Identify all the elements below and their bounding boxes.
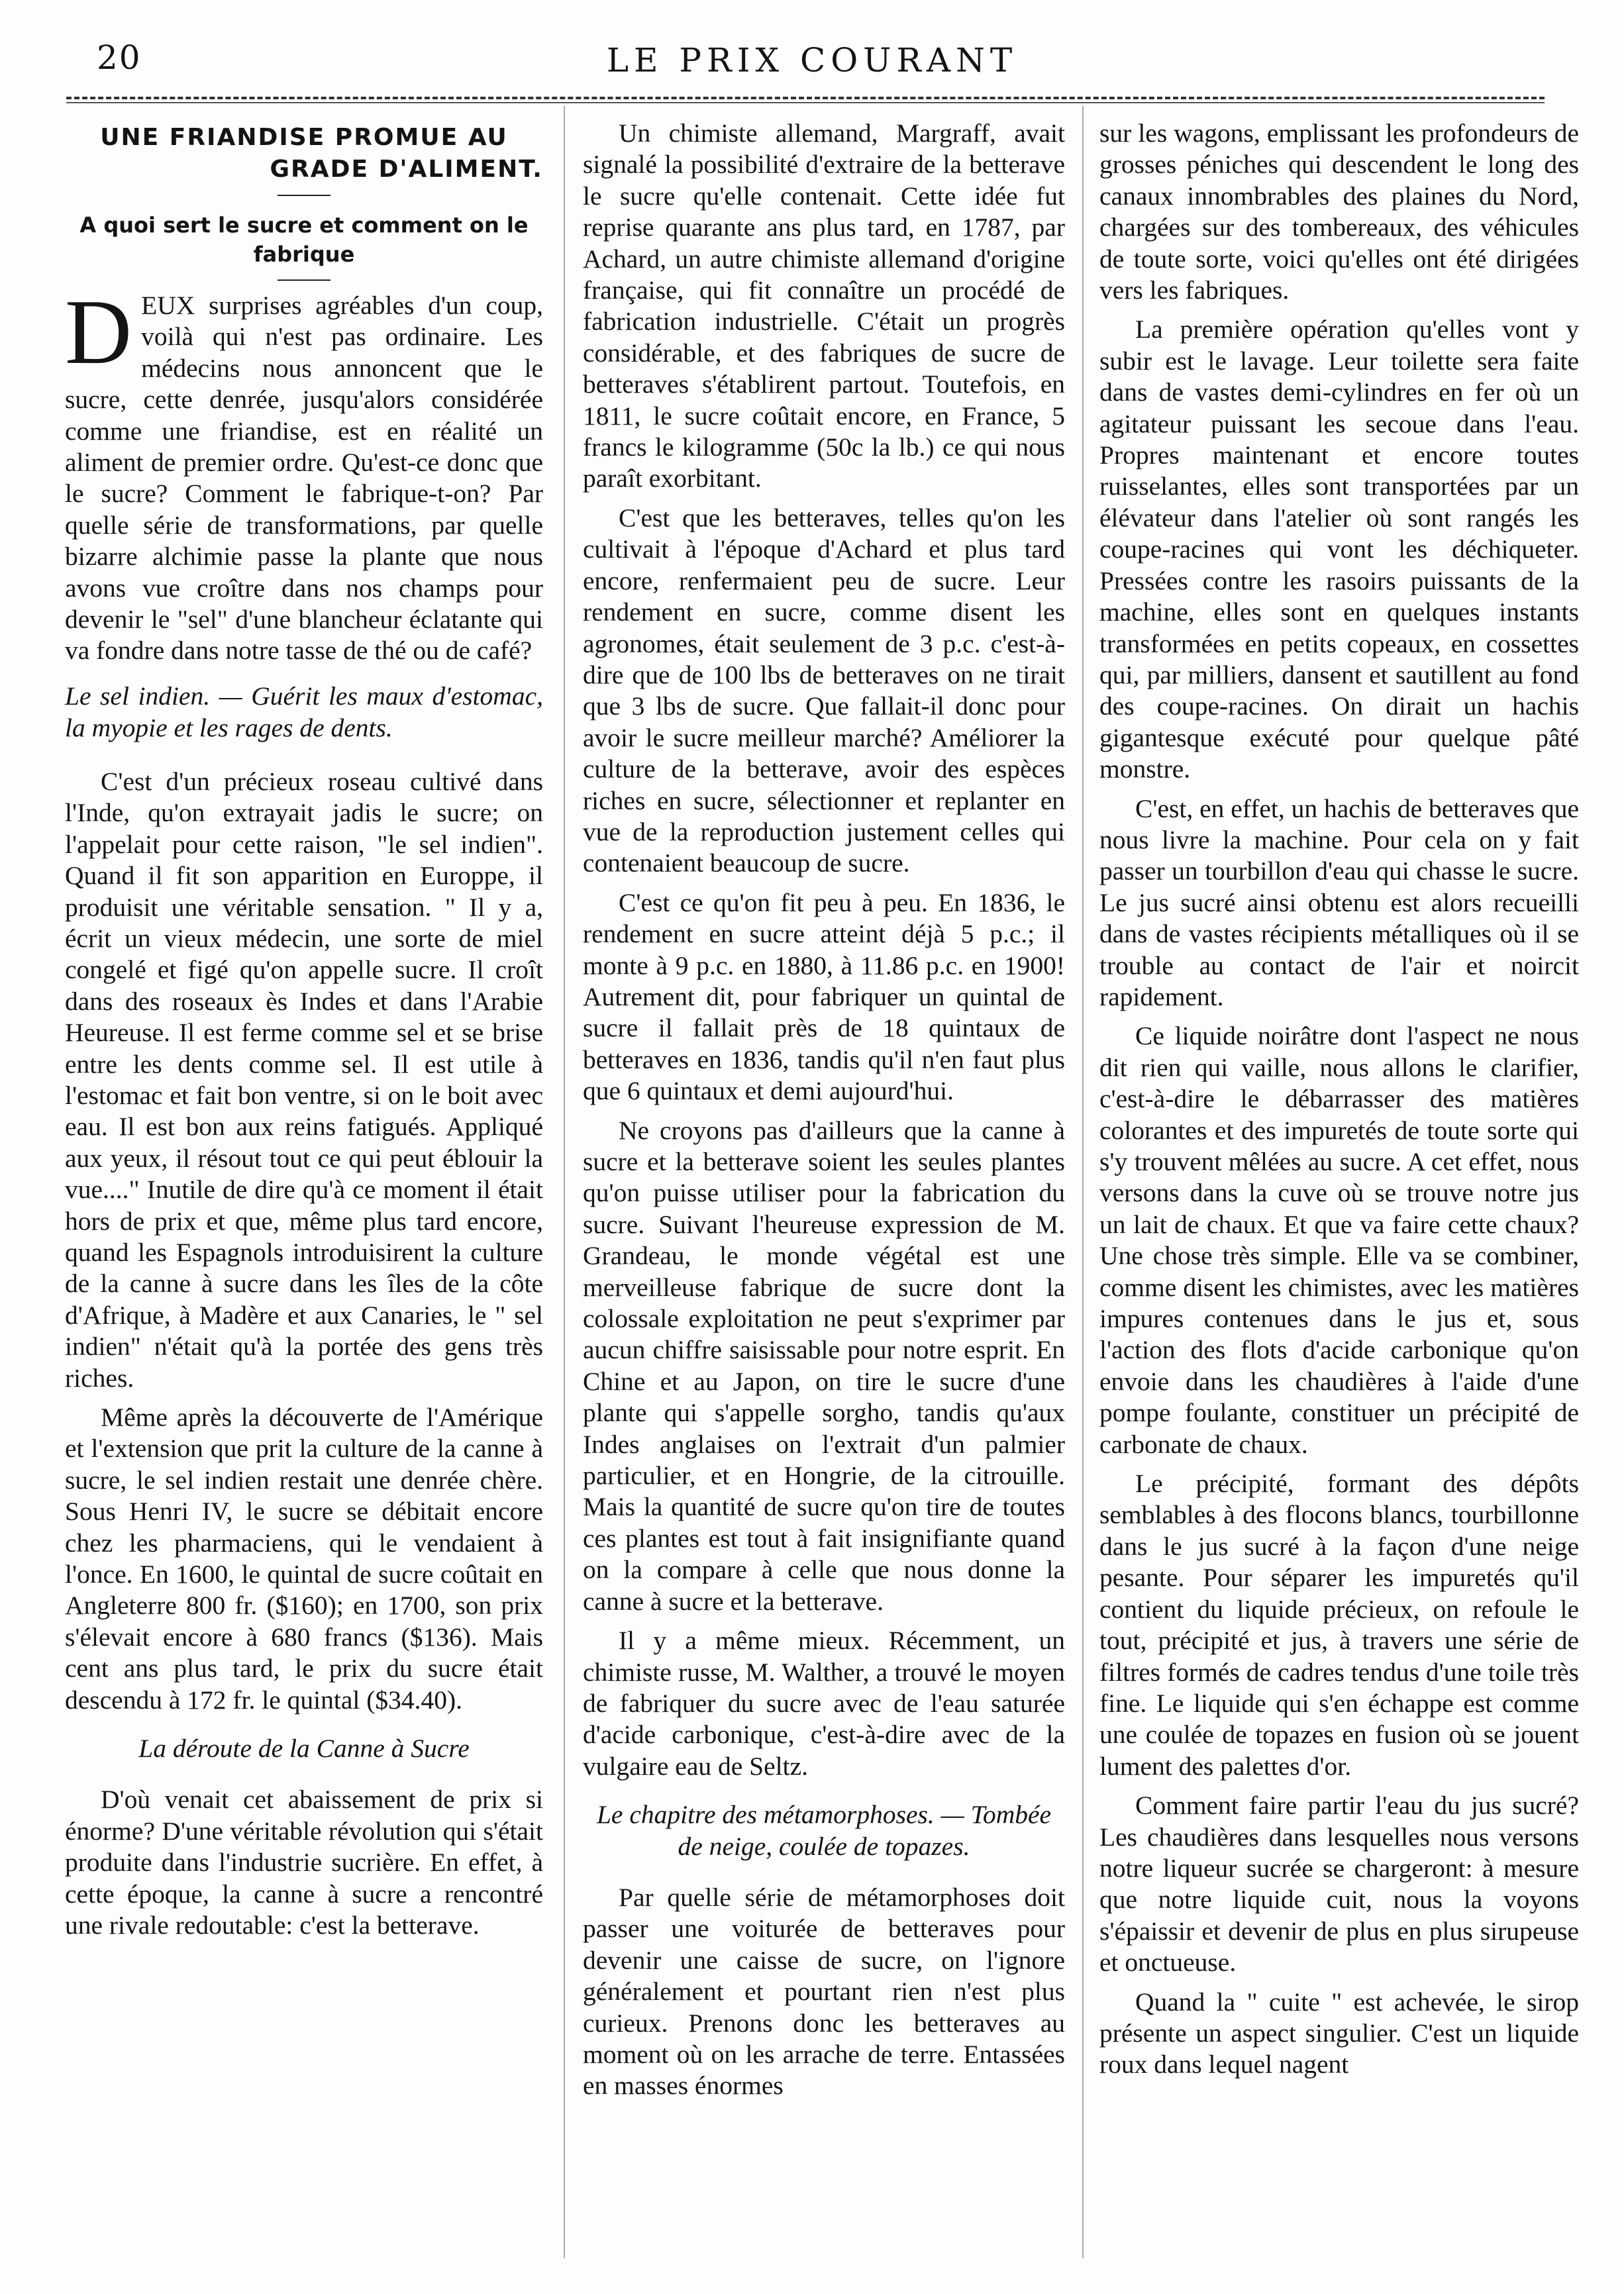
paragraph: Par quelle série de métamorphoses doit passer une voiturée de betteraves pour devenir une caisse de sucre, on l'ignore généralement et pourtant rien n'est plus curieux. Prenons donc les betteraves au moment où on les arrache de terre. Entassées en masses énormes	[583, 1882, 1065, 2101]
article-deck: A quoi sert le sucre et comment on le fabrique	[79, 213, 529, 267]
journal-title: LE PRIX COURANT	[606, 41, 1018, 79]
paragraph: Il y a même mieux. Récemment, un chimiste russe, M. Walther, a trouvé le moyen de fabriquer du sucre avec de l'eau saturée d'acide carbonique, c'est-à-dire avec de la vulgaire eau de Seltz.	[583, 1626, 1065, 1781]
column-2	[583, 118, 1065, 2110]
paragraph: sur les wagons, emplissant les profondeurs de grosses péniches qui descendent le long des canaux innombrables des plaines du Nord, chargées sur des tombereaux, des véhicules de toute sorte, voici qu'elles ont été dirigées vers les fabriques.	[1099, 119, 1579, 305]
column-separator	[1082, 106, 1084, 2258]
header-dashed-rule	[66, 97, 1545, 99]
paragraph: D'où venait cet abaissement de prix si énorme? D'une véritable révolution qui s'était produite dans l'industrie sucrière. En effet, à cette époque, la canne à sucre a rencontré une rivale redoutable: c'est la betterave.	[65, 1785, 543, 1940]
article-headline	[65, 122, 543, 185]
divider	[278, 279, 330, 281]
section-subhead: La déroute de la Canne à Sucre	[138, 1734, 470, 1764]
section-subhead: Le sel indien. — Guérit les maux d'estomac, la myopie et les rages de dents.	[65, 681, 543, 742]
headline-line-1: UNE FRIANDISE PROMUE AU	[100, 124, 508, 151]
paragraph: C'est ce qu'on fit peu à peu. En 1836, le rendement en sucre atteint déjà 5 p.c.; il monte à 9 p.c. en 1880, à 11.86 p.c. en 1900! Autrement dit, pour fabriquer un quintal de sucre il fallait près de 18 quintaux de betteraves en 1836, tandis qu'il n'en faut plus que 6 quintaux et demi aujourd'hui.	[583, 887, 1065, 1106]
paragraph: Ce liquide noirâtre dont l'aspect ne nous dit rien qui vaille, nous allons le clarifier, c'est-à-dire le débarrasser des matières colorantes et des impuretés de toute sorte qui s'y trouvent mêlées au sucre. A cet effet, nous versons dans la cuve où se trouve notre jus un lait de chaux. Et que va faire cette chaux? Une chose très simple. Elle va se combiner, comme disent les chimistes, avec les matières impures contenues dans le jus et, sous l'action des flots d'acide carbonique qu'on envoie dans les chaudières à l'aide d'une pompe foulante, constituer un précipité de carbonate de chaux.	[1099, 1021, 1579, 1459]
paragraph: C'est d'un précieux roseau cultivé dans l'Inde, qu'on extrayait jadis le sucre; on l'appelait pour cette raison, "le sel indien". Quand il fit son apparition en Europpe, il produisit une véritable sensation. " Il y a, écrit un vieux médecin, une sorte de miel congelé et figé qu'on appelle sucre. Il croît dans des roseaux ès Indes et dans l'Arabie Heureuse. Il est ferme comme sel et se brise entre les dents comme sel. Il est utile à l'estomac et fait bon ventre, si on le boit avec eau. Il est bon aux reins fatigués. Appliqué aux yeux, il résout tout ce qui peut éblouir la vue...." Inutile de dire qu'à ce moment il était hors de prix et que, même plus tard encore, quand les Espagnols introduisirent la culture de la canne à sucre dans les îles de la côte d'Afrique, à Madère et aux Canaries, le " sel indien" n'était qu'à la portée des gens très riches.	[65, 766, 543, 1393]
header-rule	[66, 102, 1545, 103]
divider	[278, 195, 330, 196]
paragraph: C'est que les betteraves, telles qu'on les cultivait à l'époque d'Achard et plus tard encore, renfermaient peu de sucre. Leur rendement en sucre, comme disent les agronomes, était seulement de 3 p.c. c'est-à-dire que de 100 lbs de betteraves on ne tirait que 3 lbs de sucre. Que fallait-il donc pour avoir le sucre meilleur marché? Améliorer la culture de la betterave, avoir des espèces riches en sucre, sélectionner et replanter en vue de la reproduction justement celles qui contenaient beaucoup de sucre.	[583, 503, 1065, 878]
paragraph: C'est, en effet, un hachis de betteraves que nous livre la machine. Pour cela on y fait passer un tourbillon d'eau qui chasse le sucre. Le jus sucré ainsi obtenu est alors recueilli dans de vastes récipients métalliques où il se trouble au contact de l'air et noircit rapidement.	[1099, 793, 1579, 1011]
paragraph: Même après la découverte de l'Amérique et l'extension que prit la culture de la canne à sucre, le sel indien restait une denrée chère. Sous Henri IV, le sucre se débitait encore chez les pharmaciens, qui le vendaient à l'once. En 1600, le quintal de sucre coûtait en Angleterre 800 fr. ($160); en 1700, son prix s'élevait encore à 680 francs ($136). Mais cent ans plus tard, le prix du sucre était descendu à 172 fr. le quintal ($34.40).	[65, 1403, 543, 1715]
headline-line-2: GRADE D'ALIMENT.	[270, 156, 543, 183]
paragraph: Comment faire partir l'eau du jus sucré? Les chaudières dans lesquelles nous versons notre liqueur sucrée se chargeront: à mesure que notre liquide cuit, nous la voyons s'épaissir et devenir de plus en plus sirupeuse et onctueuse.	[1099, 1791, 1579, 1977]
section-subhead: Le chapitre des métamorphoses. — Tombée de neige, coulée de topazes.	[596, 1800, 1052, 1861]
column-separator	[564, 106, 565, 2258]
paragraph	[65, 281, 543, 667]
paragraph: Quand la " cuite " est achevée, le sirop présente un aspect singulier. C'est un liquide roux dans lequel nagent	[1099, 1987, 1579, 2079]
page-header	[0, 0, 1624, 86]
column-3	[1099, 118, 1579, 2089]
paragraph: Un chimiste allemand, Margraff, avait signalé la possibilité d'extraire de la betterave le sucre qu'elle contenait. Cette idée fut reprise quarante ans plus tard, en 1787, par Achard, un autre chimiste allemand d'origine française, qui fit connaître un procédé de fabrication industrielle. C'était un progrès considérable, et des fabriques de sucre de betteraves s'établirent partout. Toutefois, en 1811, le sucre coûtait encore, en France, 5 francs le kilogramme (50c la lb.) ce qui nous paraît exorbitant.	[583, 119, 1065, 493]
paragraph: La première opération qu'elles vont y subir est le lavage. Leur toilette sera faite dans de vastes demi-cylindres en fer où un agitateur puissant les secoue dans l'eau. Propres maintenant et encore toutes ruisselantes, elles sont transportées par un élévateur dans l'atelier où sont rangés les coupe-racines qui vont les déchiqueter. Pressées contre les rasoirs puissants de la machine, elles sont en quelques instants transformées en petits copeaux, en cossettes qui, par milliers, dansent et sautillent au fond des coupe-racines. On dirait un hachis gigantesque exécuté pour quelque pâté monstre.	[1099, 315, 1579, 784]
page-number: 20	[97, 38, 142, 77]
column-1	[65, 118, 543, 1950]
paragraph: Ne croyons pas d'ailleurs que la canne à sucre et la betterave soient les seules plantes qu'on puisse utiliser pour la fabrication du sucre. Suivant l'heureuse expression de M. Grandeau, le monde végétal est une merveilleuse fabrique de sucre dont la colossale exploitation ne peut s'exprimer par aucun chiffre saisissable pour notre esprit. En Chine et au Japon, on tire le sucre d'une plante qui s'appelle sorgho, tandis qu'aux Indes anglaises on l'extrait d'un palmier particulier, et en Hongrie, de la citrouille. Mais la quantité de sucre qu'on tire de toutes ces plantes est tout à fait insignifiante quand on la compare à celle que nous donne la canne à sucre et la betterave.	[583, 1115, 1065, 1616]
paragraph-text: EUX surprises agréables d'un coup, voilà qui n'est pas ordinaire. Les médecins nous annoncent que le sucre, cette denrée, jusqu'alors considérée comme une friandise, est en réalité un aliment de premier ordre. Qu'est-ce donc que le sucre? Comment le fabrique-t-on? Par quelle série de transformations, par quelle bizarre alchimie passe la plante que nous avons vue croître dans nos champs pour devenir le "sel" d'une blancheur éclatante qui va fondre dans notre tasse de thé ou de café?	[65, 291, 543, 666]
paragraph: Le précipité, formant des dépôts semblables à des flocons blancs, tourbillonne dans le jus sucré à la façon d'une neige pesante. Pour séparer les impuretés qu'il contient du liquide précieux, on refoule le tout, précipité et jus, à travers une série de filtres formés de cadres tendus d'une toile très fine. Le liquide qui s'en échappe est comme une coulée de topazes en fusion où se jouent lument des palettes d'or.	[1099, 1469, 1579, 1781]
drop-cap: D	[65, 281, 132, 383]
